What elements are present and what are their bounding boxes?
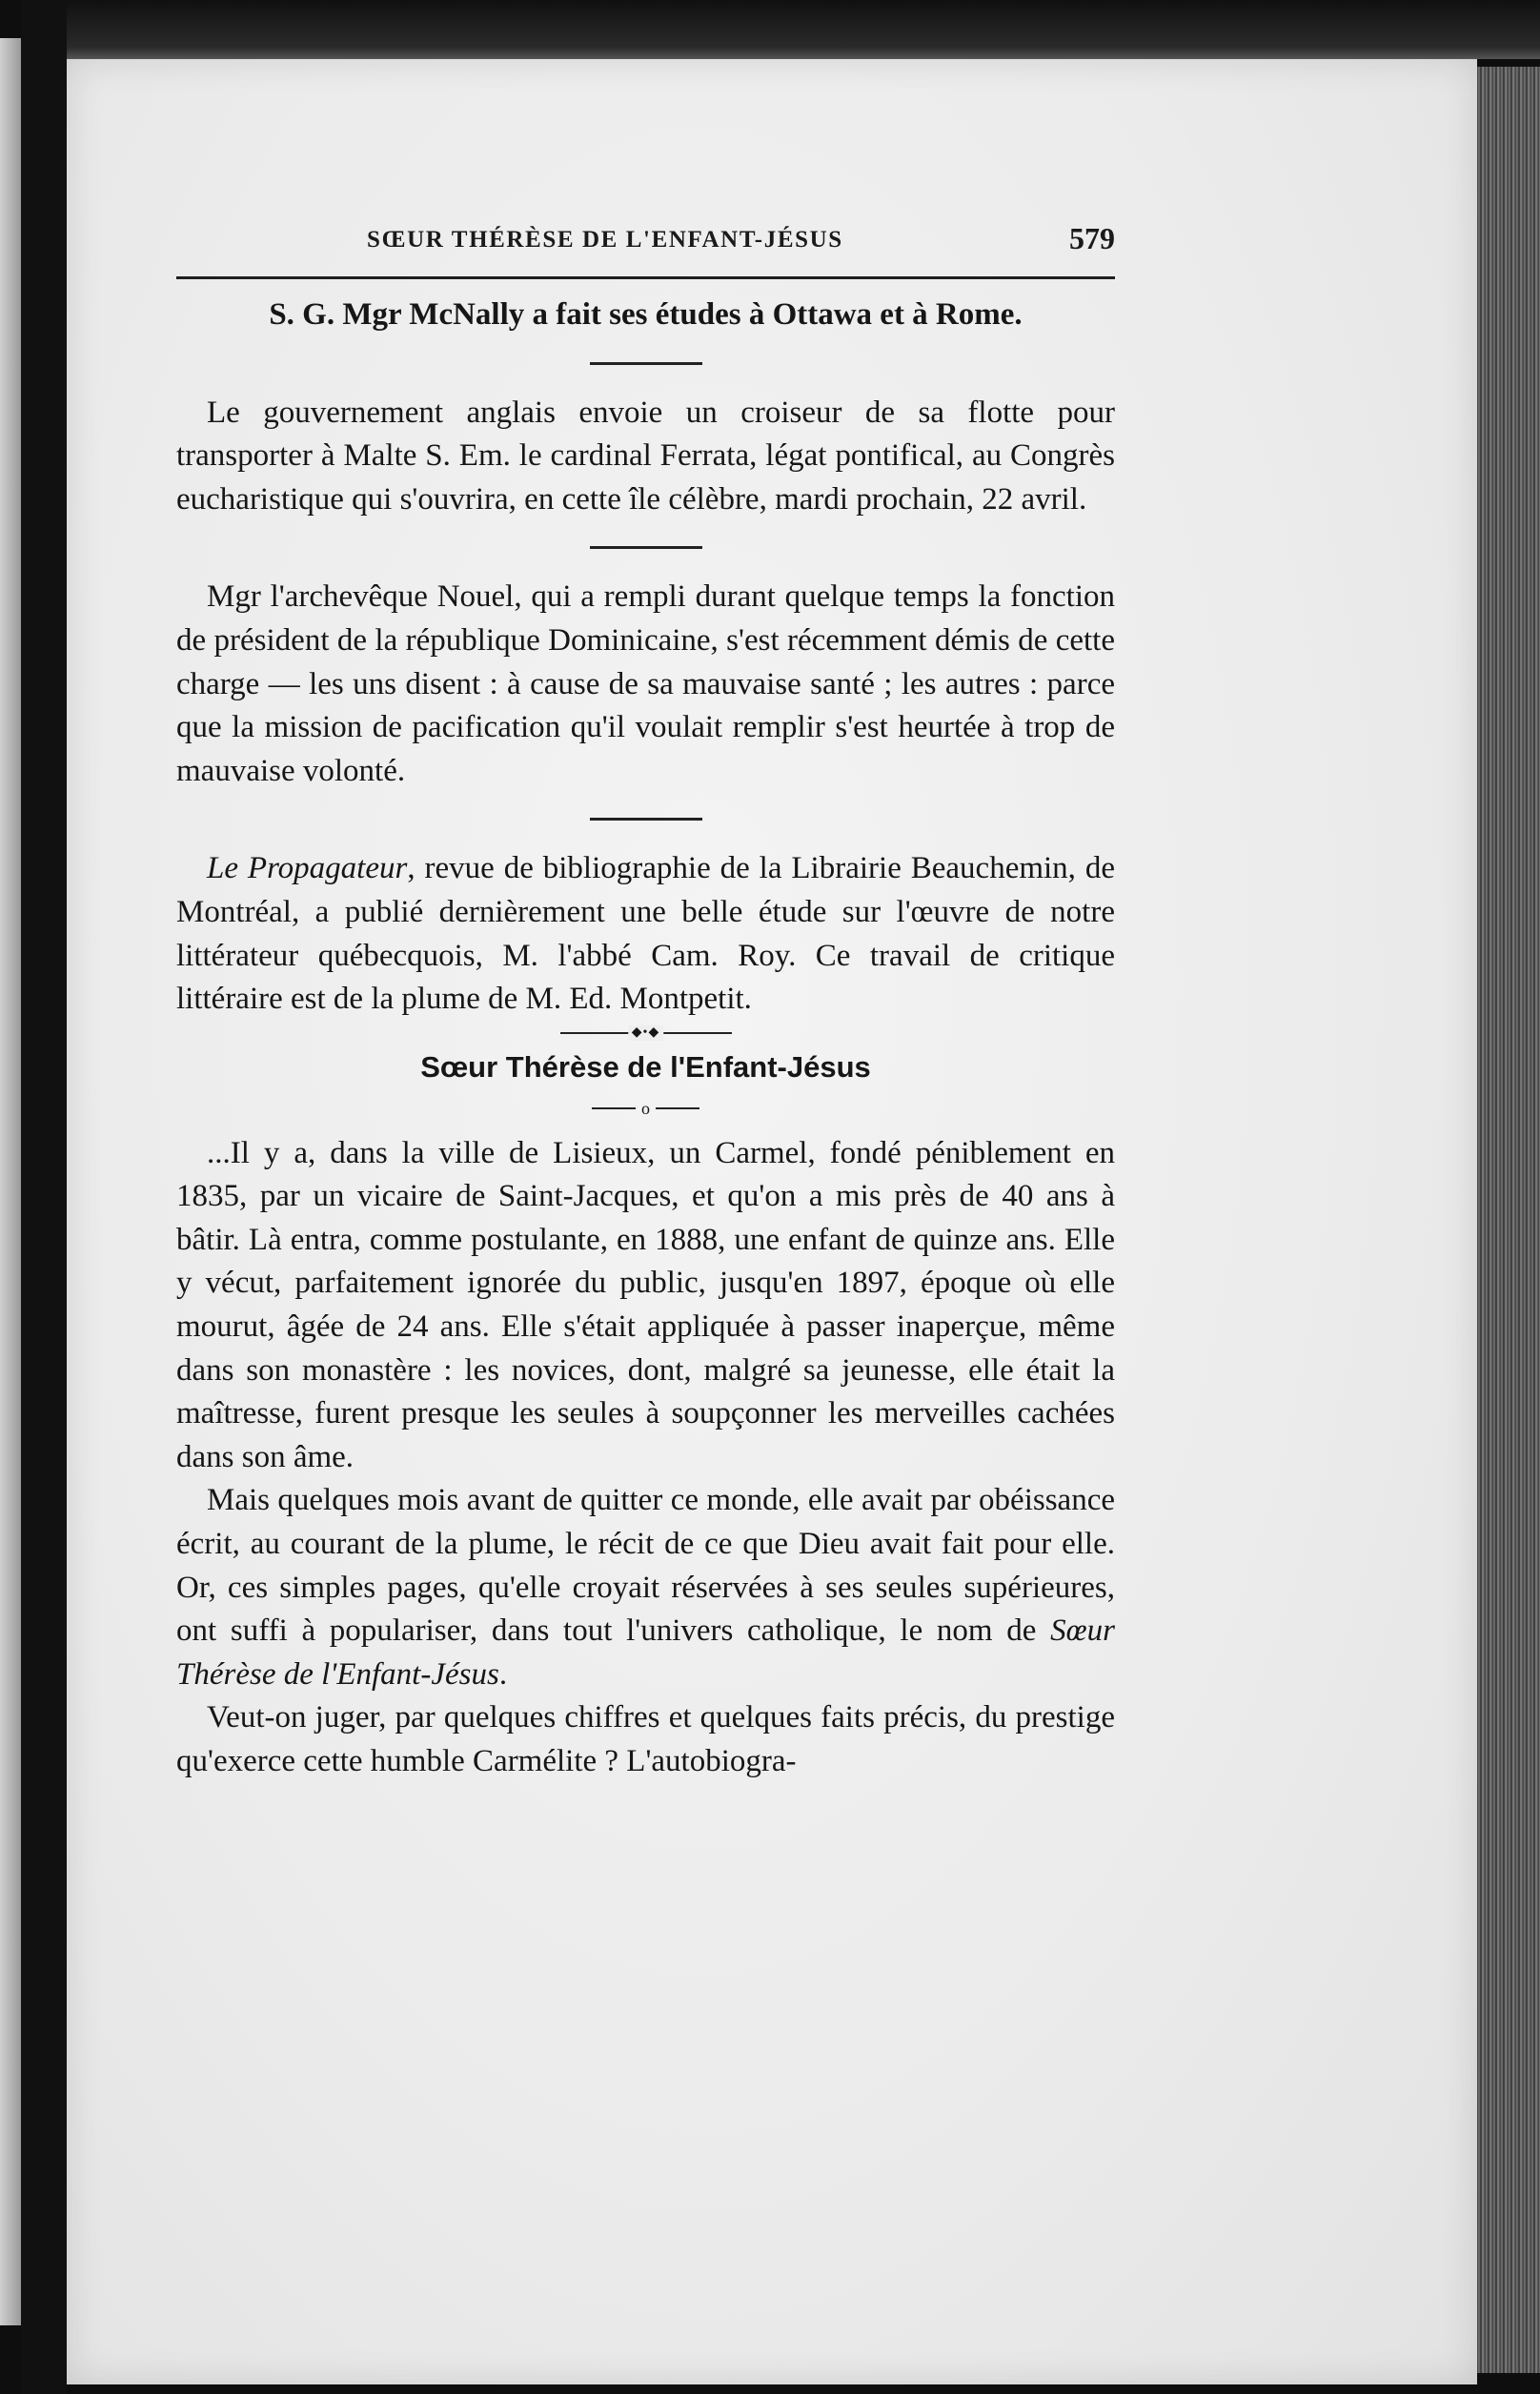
paragraph-propagateur: [176, 847, 1115, 1021]
running-title: SŒUR THÉRÈSE DE L'ENFANT-JÉSUS: [367, 227, 843, 253]
saint-name: Sœur Thérèse de l'Enfant-Jésus: [176, 1613, 1115, 1692]
page-header: [176, 217, 1115, 255]
scan-top-border: [67, 0, 1540, 59]
paragraph-prestige: Veut-on juger, par quelques chiffres et quelques faits précis, du prestige qu'exerce cette humble Carmélite ? L'autobiogra-: [176, 1700, 1115, 1778]
separator-rule: [590, 362, 702, 365]
page-stack-edges: [1477, 67, 1540, 2373]
ornament-divider: [560, 1025, 732, 1041]
section-divider: [176, 1092, 1115, 1123]
paragraph-manuscript-end: .: [498, 1656, 508, 1692]
page-number: 579: [1069, 221, 1115, 255]
paragraph-ferrata: Le gouvernement anglais envoie un croiseur de sa flotte pour transporter à Malte S. Em. le cardinal Ferrata, légat pontifical, au Congrès eucharistique qui s'ouvrira, en cette île célèbre, mardi prochain, 22 avril.: [176, 395, 1115, 517]
paragraph-nouel: Mgr l'archevêque Nouel, qui a rempli durant quelque temps la fonction de président de la république Dominicaine, s'est récemment démis de cette charge — les uns disent : à cause de sa mauvaise santé ; les autres : parce que la mission de pacification qu'il voulait remplir s'est heurtée à trop de mauvaise volonté.: [176, 579, 1115, 788]
paragraph-manuscript-text: Mais quelques mois avant de quitter ce monde, elle avait par obéissance écrit, au courant de la plume, le récit de ce que Dieu avait fait pour elle. Or, ces simples pages, qu'elle croyait réservées à ses seules supérieures, ont suffi à populariser, dans tout l'univers catholique, le nom de: [176, 1483, 1115, 1649]
section-divider-mark: o: [641, 1098, 650, 1118]
previous-page-edge: [0, 38, 21, 2325]
book-gutter: [21, 0, 67, 2394]
paragraph-mcnally: S. G. Mgr McNally a fait ses études à Ottawa et à Rome.: [269, 297, 1023, 332]
paragraph-lisieux: ...Il y a, dans la ville de Lisieux, un Carmel, fondé péniblement en 1835, par un vicaire de Saint-Jacques, et qu'on a mis près de 40 ans à bâtir. Là entra, comme postulante, en 1888, une enfant de quinze ans. Elle y vécut, parfaitement ignorée du public, jusqu'en 1897, époque où elle mourut, âgée de 24 ans. Elle s'était appliquée à passer inaperçue, même dans son monastère : les novices, dont, malgré sa jeunesse, elle était la maîtresse, furent presque les seules à soupçonner les merveilles cachées dans son âme.: [176, 1135, 1115, 1474]
separator-rule: [590, 546, 702, 549]
paragraph-propagateur-text: , revue de bibliographie de la Librairie Beauchemin, de Montréal, a publié dernièrement une belle étude sur l'œuvre de notre littérateur québecquois, M. l'abbé Cam. Roy. Ce travail de critique littéraire est de la plume de M. Ed. Montpetit.: [176, 851, 1115, 1017]
separator-rule: [590, 818, 702, 821]
header-rule: [176, 276, 1115, 279]
publication-title: Le Propagateur: [207, 851, 408, 886]
page-body: [176, 294, 1115, 1784]
paragraph-manuscript: [176, 1479, 1115, 1696]
ornament-dots: ◆•◆: [628, 1025, 663, 1041]
section-title: Sœur Thérèse de l'Enfant-Jésus: [420, 1049, 871, 1084]
